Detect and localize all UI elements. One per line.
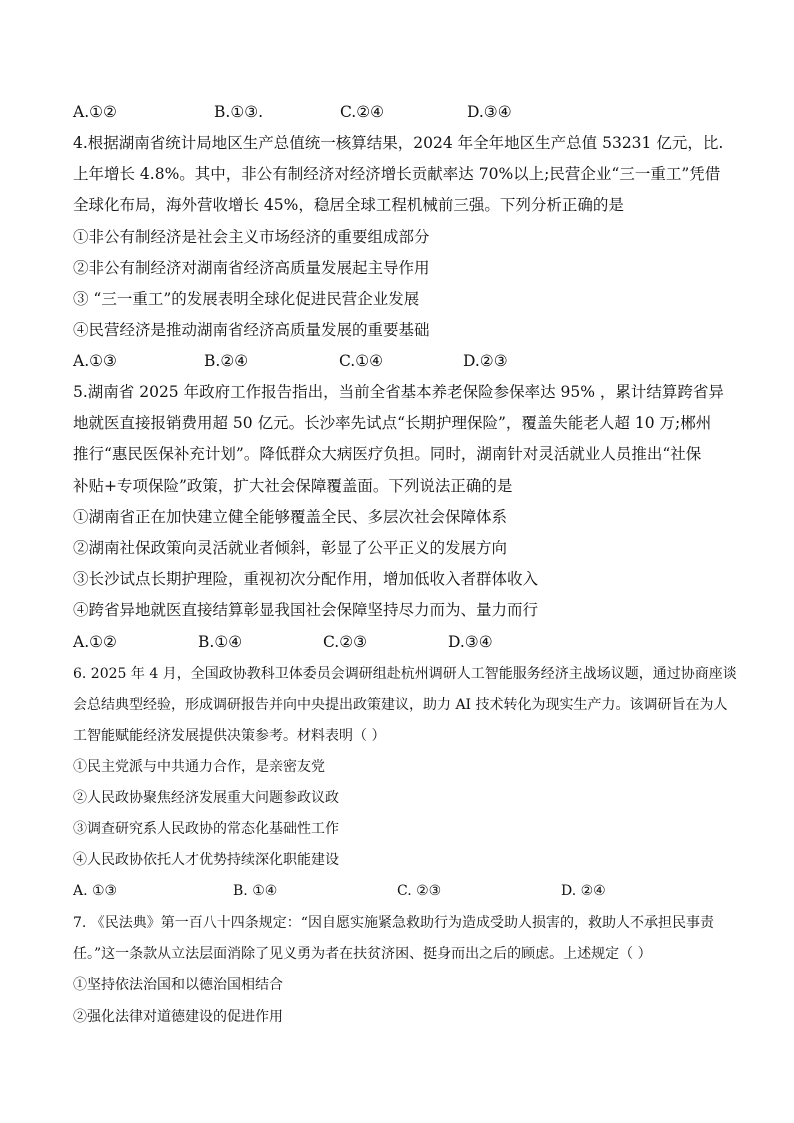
q3-option-c: C.②④ bbox=[340, 103, 385, 121]
q6-stem-line-3: 工智能赋能经济发展提供决策参考。材料表明（ ） bbox=[73, 728, 386, 744]
q6-option-b: B. ①④ bbox=[233, 883, 278, 899]
q4-statement-3: ③ “三一重工”的发展表明全球化促进民营企业发展 bbox=[73, 290, 420, 308]
q6-statement-1: ①民主党派与中共通力合作，是亲密友党 bbox=[73, 759, 325, 775]
q5-statement-4: ④跨省异地就医直接结算彰显我国社会保障坚持尽力而为、量力而行 bbox=[73, 601, 539, 619]
q4-stem-line-3: 全球化布局，海外营收增长 45%，稳居全球工程机械前三强。下列分析正确的是 bbox=[73, 196, 624, 214]
q7-stem-line-1: 7. 《民法典》第一百八十四条规定：“因自愿实施紧急救助行为造成受助人损害的，救助人不承担民事责 bbox=[73, 915, 714, 931]
q5-stem-line-3: 推行“惠民医保补充计划”。降低群众大病医疗负担。同时，湖南针对灵活就业人员推出“社保 bbox=[73, 445, 702, 463]
q5-stem-line-2: 地就医直接报销费用超 50 亿元。长沙率先试点“长期护理保险”，覆盖失能老人超 10 万;郴州 bbox=[73, 414, 712, 432]
q6-option-a: A. ①③ bbox=[73, 883, 118, 899]
q4-statement-4: ④民营经济是推动湖南省经济高质量发展的重要基础 bbox=[73, 321, 430, 339]
q5-option-d: D.③④ bbox=[448, 633, 493, 651]
q6-statement-3: ③调查研究系人民政协的常态化基础性工作 bbox=[73, 821, 339, 837]
q6-stem-line-1: 6. 2025 年 4 月，全国政协教科卫体委员会调研组赴杭州调研人工智能服务经济主战场议题，通过协商座谈 bbox=[73, 666, 737, 682]
q5-stem-line-4: 补贴+专项保险”政策，扩大社会保障覆盖面。下列说法正确的是 bbox=[73, 477, 513, 495]
q4-option-c: C.①④ bbox=[339, 352, 384, 370]
q7-stem-line-2: 任。”这一条款从立法层面消除了见义勇为者在扶贫济困、挺身而出之后的顾虑。上述规定（ ） bbox=[73, 946, 652, 962]
q4-option-d: D.②③ bbox=[463, 352, 508, 370]
q5-option-c: C.②③ bbox=[323, 633, 368, 651]
q4-stem-line-1: 4.根据湖南省统计局地区生产总值统一核算结果，2024 年全年地区生产总值 53231 亿元，比. bbox=[73, 134, 724, 152]
q4-statement-1: ①非公有制经济是社会主义市场经济的重要组成部分 bbox=[73, 228, 430, 246]
q5-statement-2: ②湖南社保政策向灵活就业者倾斜，彰显了公平正义的发展方向 bbox=[73, 539, 508, 557]
q3-option-d: D.③④ bbox=[467, 103, 512, 121]
q4-statement-2: ②非公有制经济对湖南省经济高质量发展起主导作用 bbox=[73, 259, 430, 277]
q4-stem-line-2: 上年增长 4.8%。其中，非公有制经济对经济增长贡献率达 70%以上;民营企业“三一重工”凭借 bbox=[73, 165, 721, 183]
q4-option-b: B.②④ bbox=[204, 352, 249, 370]
q3-option-a: A.①② bbox=[73, 103, 117, 121]
q3-option-b: B.①③. bbox=[214, 103, 264, 121]
q6-statement-4: ④人民政协依托人才优势持续深化职能建设 bbox=[73, 852, 339, 868]
q5-statement-3: ③长沙试点长期护理险，重视初次分配作用，增加低收入者群体收入 bbox=[73, 570, 539, 588]
q5-option-b: B.①④ bbox=[198, 633, 243, 651]
q6-option-c: C. ②③ bbox=[397, 883, 442, 899]
q7-statement-2: ②强化法律对道德建设的促进作用 bbox=[73, 1009, 283, 1025]
q5-stem-line-1: 5.湖南省 2025 年政府工作报告指出，当前全省基本养老保险参保率达 95% ，累计结算跨省异 bbox=[73, 383, 724, 401]
q4-option-a: A.①③ bbox=[73, 352, 117, 370]
q5-statement-1: ①湖南省正在加快建立健全能够覆盖全民、多层次社会保障体系 bbox=[73, 508, 508, 526]
q6-statement-2: ②人民政协聚焦经济发展重大问题参政议政 bbox=[73, 790, 339, 806]
q6-stem-line-2: 会总结典型经验，形成调研报告并向中央提出政策建议，助力 AI 技术转化为现实生产力。该调研旨在为人 bbox=[73, 697, 728, 713]
q5-option-a: A.①② bbox=[73, 633, 117, 651]
q6-option-d: D. ②④ bbox=[561, 883, 606, 899]
q7-statement-1: ①坚持依法治国和以德治国相结合 bbox=[73, 977, 283, 993]
